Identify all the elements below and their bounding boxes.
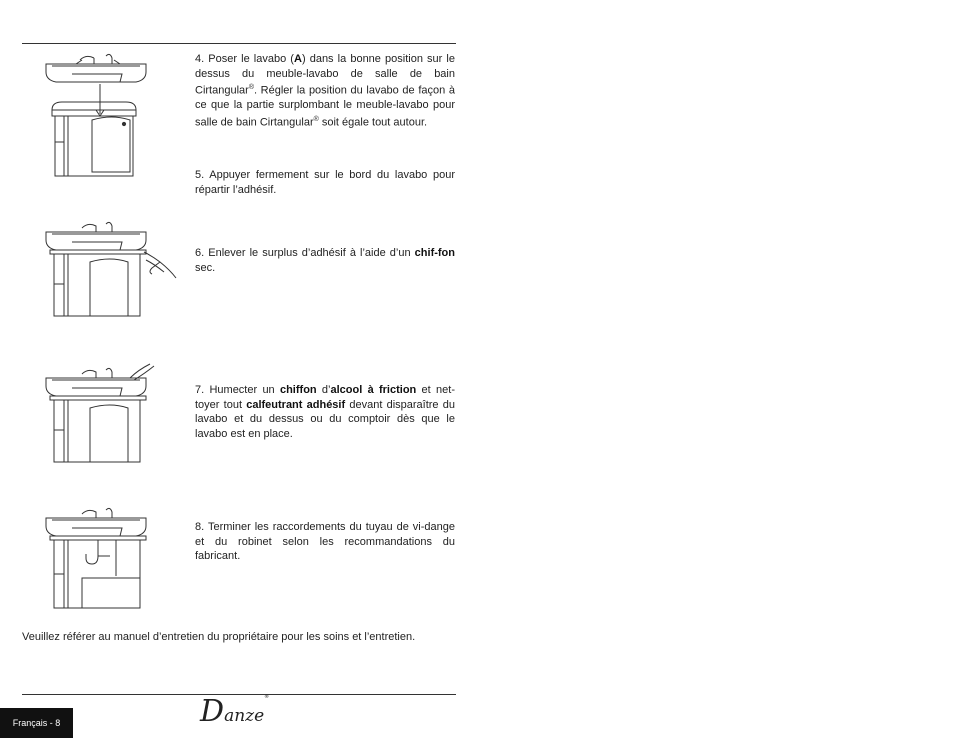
step-text-run: ® xyxy=(248,84,254,92)
step-text-run: 6. Enlever le surplus d’adhésif à l’aide d’un xyxy=(195,247,415,259)
step-4-text xyxy=(195,52,455,130)
step-text-run: ) dans la bonne position sur le dessus du meuble-lavabo de salle de bain Cirtangular xyxy=(195,53,455,97)
top-rule xyxy=(22,43,456,44)
step-text-run: devant disparaître du lavabo et du dessus ou du comptoir dès que le lavabo est en place. xyxy=(195,398,455,440)
logo-rest: anze xyxy=(224,706,265,726)
clean-caulk-illustration xyxy=(42,364,162,464)
step-text-run: 5. Appuyer fermement sur le bord du lavabo pour répartir l’adhésif. xyxy=(195,169,455,196)
step-text-run: calfeutrant adhésif xyxy=(246,398,346,411)
wipe-adhesive-illustration xyxy=(42,222,177,318)
sink-placement-illustration xyxy=(42,52,162,178)
step-text-run: chiffon xyxy=(279,384,317,396)
plumbing-connection-illustration xyxy=(42,506,162,610)
step-6-text xyxy=(195,246,455,275)
step-7-text xyxy=(195,383,455,441)
step-text-run: A xyxy=(293,53,302,65)
page-label: Français - 8 xyxy=(0,708,73,738)
danze-logo xyxy=(200,694,269,729)
step-text-run: sec. xyxy=(195,261,216,274)
step-text-run: et net-toyer tout xyxy=(195,384,455,411)
step-text-run: . Régler la position du lavabo de façon à ce que la partie surplombant le meuble-lavabo pour salle de bain Cirtangular xyxy=(195,84,455,129)
step-text-run: 4. Poser le lavabo ( xyxy=(195,53,294,65)
maintenance-note: Veuillez référer au manuel d’entretien du propriétaire pour les soins et l’entretien. xyxy=(22,631,416,643)
step-text-run: soit égale tout autour. xyxy=(318,116,428,129)
step-5-text xyxy=(195,168,455,197)
step-8-text xyxy=(195,520,455,564)
step-text-run: alcool à friction xyxy=(330,384,417,396)
step-text-run: d’ xyxy=(316,384,331,396)
step-text-run: ® xyxy=(313,116,319,124)
step-text-run: 8. Terminer les raccordements du tuyau de vi-dange et du robinet selon les recommandations du fabricant. xyxy=(195,521,455,563)
logo-mark: ® xyxy=(264,694,270,700)
logo-initial: D xyxy=(200,694,225,729)
step-text-run: chif-fon xyxy=(414,247,455,259)
step-text-run: 7. Humecter un xyxy=(195,384,280,396)
